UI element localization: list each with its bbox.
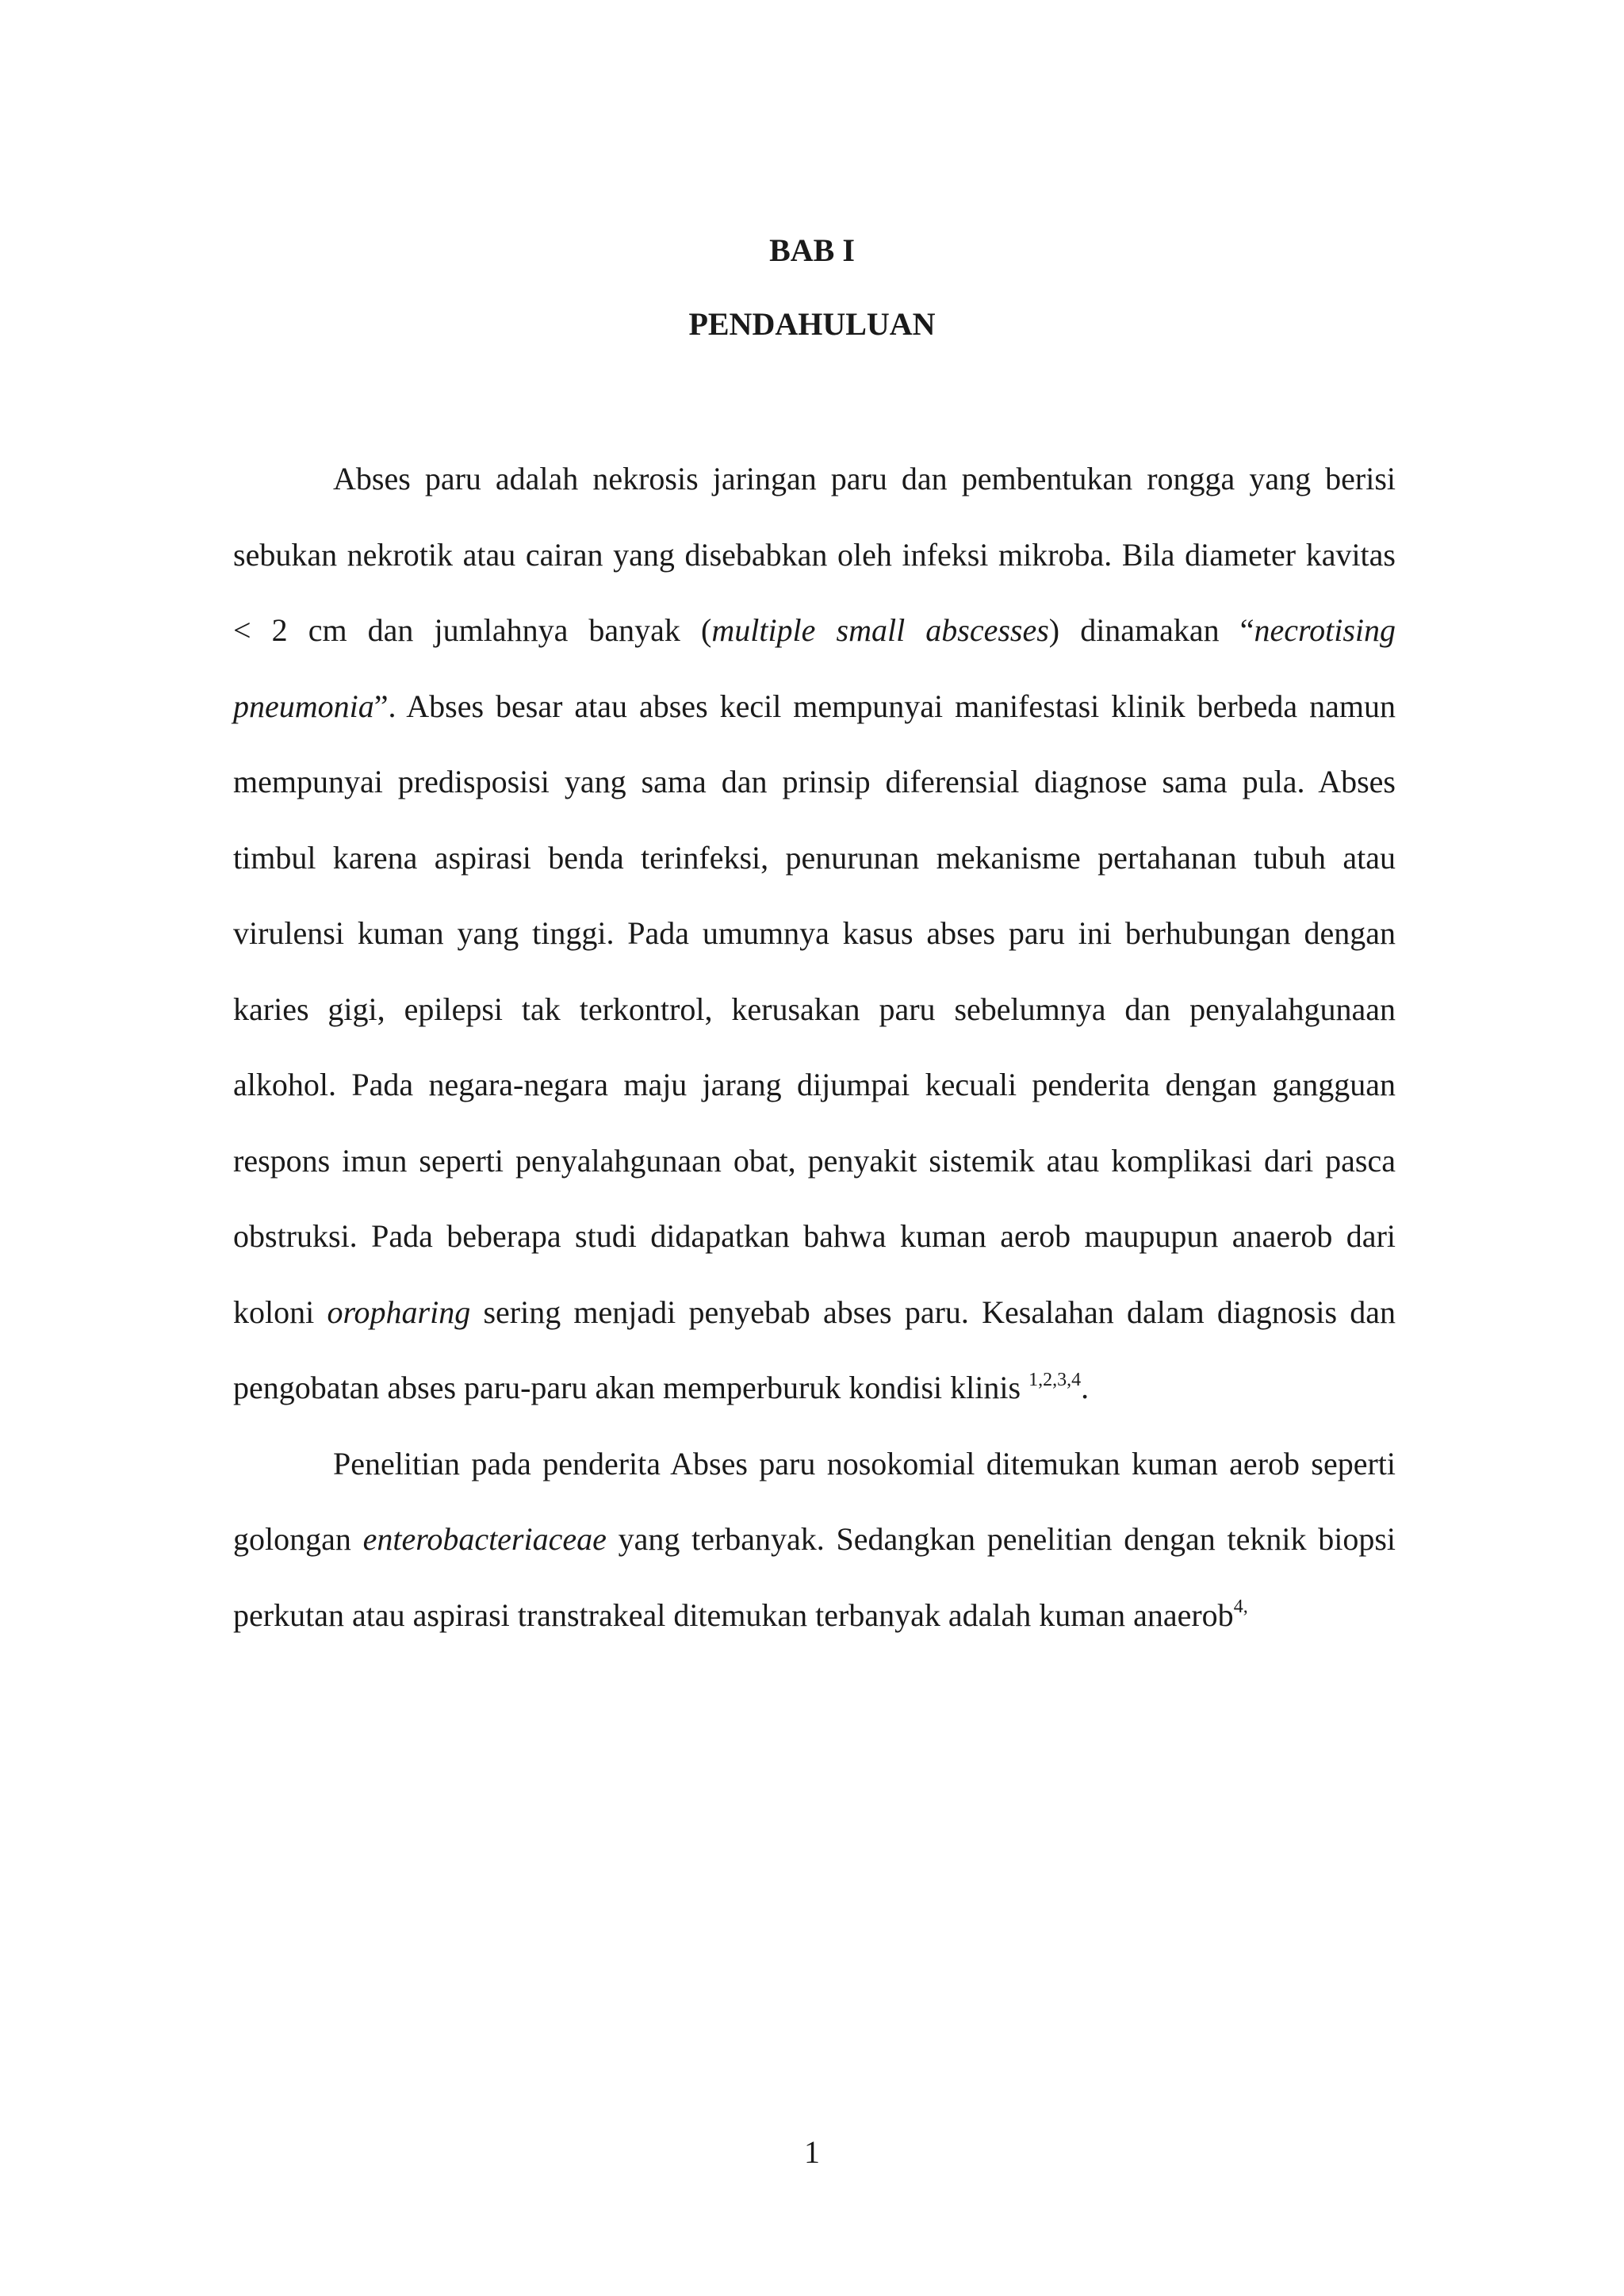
paragraph-1-text: ) dinamakan “ xyxy=(1048,612,1254,648)
paragraph-1-text: . xyxy=(1081,1370,1090,1405)
page-number: 1 xyxy=(804,2134,820,2170)
paragraph-1-italic-term: necrotising pneumonia xyxy=(233,612,1396,724)
citation-reference: 4, xyxy=(1233,1596,1248,1618)
paragraph-2-text: Penelitian pada penderita Abses paru nosokomial ditemukan kuman aerob seperti golongan xyxy=(233,1445,1396,1557)
paragraph-1-text: Abses paru adalah nekrosis jaringan paru dan pembentukan rongga yang berisi sebukan nekrotik atau cairan yang disebabkan oleh infeksi mikroba. Bila diameter kavitas < 2 cm dan jumlahnya banyak ( xyxy=(233,461,1396,648)
body-text xyxy=(233,441,1396,1653)
paragraph-1-italic-term: oropharing xyxy=(327,1294,471,1330)
paragraph-1-italic-term: multiple small abscesses xyxy=(711,612,1049,648)
paragraph-1-text: sering menjadi penyebab abses paru. Kesalahan dalam diagnosis dan pengobatan abses paru-paru akan memperburuk kondisi klinis xyxy=(233,1294,1396,1405)
chapter-label: BAB I xyxy=(769,232,855,268)
paragraph-2-text: yang terbanyak. Sedangkan penelitian dengan teknik biopsi perkutan atau aspirasi transtrakeal ditemukan terbanyak adalah kuman anaerob xyxy=(233,1521,1396,1633)
paragraph-1-text: ”. Abses besar atau abses kecil mempunyai manifestasi klinik berbeda namun mempunyai predisposisi yang sama dan prinsip diferensial diagnose sama pula. Abses timbul karena aspirasi benda terinfeksi, penurunan mekanisme pertahanan tubuh atau virulensi kuman yang tinggi. Pada umumnya kasus abses paru ini berhubungan dengan karies gigi, epilepsi tak terkontrol, kerusakan paru sebelumnya dan penyalahgunaan alkohol. Pada negara-negara maju jarang dijumpai kecuali penderita dengan gangguan respons imun seperti penyalahgunaan obat, penyakit sistemik atau komplikasi dari pasca obstruksi. Pada beberapa studi didapatkan bahwa kuman aerob maupupun anaerob dari koloni xyxy=(233,688,1396,1330)
citation-reference: 1,2,3,4 xyxy=(1028,1369,1082,1390)
paragraph-1 xyxy=(233,441,1396,1426)
chapter-title: PENDAHULUAN xyxy=(688,306,936,342)
paragraph-2 xyxy=(233,1426,1396,1654)
paragraph-2-italic-term: enterobacteriaceae xyxy=(362,1521,607,1557)
